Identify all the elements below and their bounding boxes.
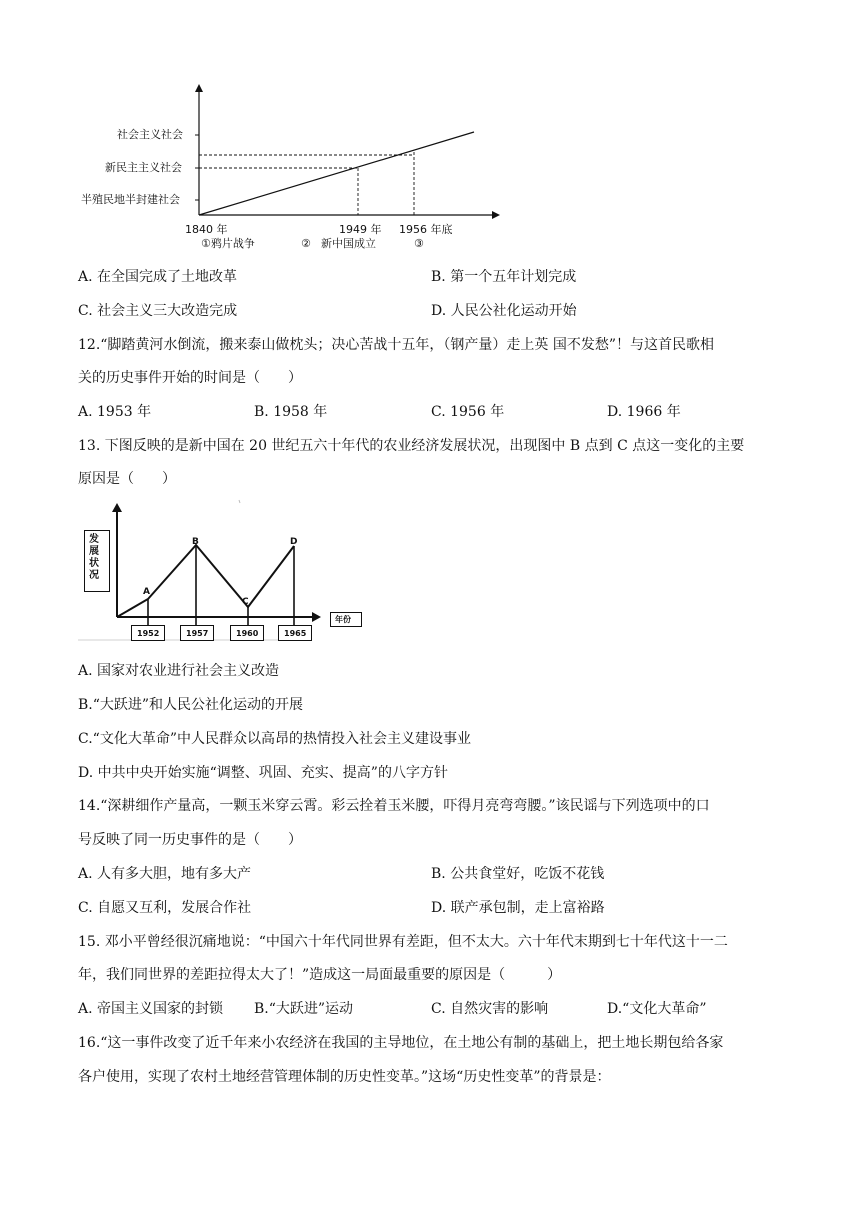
q13-option-a[interactable]: A. 国家对农业进行社会主义改造 (78, 663, 280, 679)
q13-option-b[interactable]: B.“大跃进”和人民公社化运动的开展 (78, 697, 304, 713)
q15-option-b[interactable]: B.“大跃进”运动 (254, 1001, 354, 1017)
q14-option-b[interactable]: B. 公共食堂好，吃饭不花钱 (431, 866, 605, 882)
x-label-1840: 1840 年 (185, 223, 228, 236)
q13-stem-line2: 原因是（ ） (78, 471, 176, 487)
q13-y-label-box (84, 530, 110, 592)
q16-stem-line2: 各户使用，实现了农村土地经营管理体制的历史性变革。”这场“历史性变革”的背景是： (78, 1069, 611, 1085)
q15-option-d[interactable]: D.“文化大革命” (607, 1001, 707, 1017)
q13-year-box-1952 (131, 625, 165, 641)
q11-option-a[interactable]: A. 在全国完成了土地改革 (78, 269, 238, 285)
q13-year-1957: 1957 (186, 629, 209, 638)
q14-option-d[interactable]: D. 联产承包制，走上富裕路 (431, 900, 605, 916)
q12-stem-line2: 关的历史事件开始的时间是（ ） (78, 370, 302, 386)
q12-option-a[interactable]: A. 1953 年 (78, 404, 152, 420)
q13-year-1960: 1960 (236, 629, 259, 638)
x-event-new-china: 新中国成立 (321, 237, 376, 250)
q13-year-box-1957 (180, 625, 214, 641)
q16-stem-line1: 16.“这一事件改变了近千年来小农经济在我国的主导地位，在土地公有制的基础上，把土地长期包给各家 (78, 1035, 724, 1051)
y-label-semi-colonial: 半殖民地半封建社会 (81, 193, 180, 206)
q12-option-b[interactable]: B. 1958 年 (254, 404, 328, 420)
q14-stem-line2: 号反映了同一历史事件的是（ ） (78, 832, 302, 848)
q13-option-c[interactable]: C.“文化大革命”中人民群众以高昂的热情投入社会主义建设事业 (78, 731, 471, 747)
q11-option-c[interactable]: C. 社会主义三大改造完成 (78, 303, 238, 319)
y-label-new-democratic: 新民主主义社会 (105, 161, 182, 174)
q13-year-box-1960 (230, 625, 264, 641)
q14-option-a[interactable]: A. 人有多大胆，地有多大产 (78, 866, 252, 882)
x-label-1949: 1949 年 (339, 223, 382, 236)
q14-option-c[interactable]: C. 自愿又互利，发展合作社 (78, 900, 252, 916)
q12-option-d[interactable]: D. 1966 年 (607, 404, 681, 420)
q12-option-c[interactable]: C. 1956 年 (431, 404, 505, 420)
q13-stem-line1: 13. 下图反映的是新中国在 20 世纪五六十年代的农业经济发展状况，出现图中 B 点到 C 点这一变化的主要 (78, 438, 745, 454)
q15-stem-line1: 15. 邓小平曾经很沉痛地说：“中国六十年代同世界有差距，但不太大。六十年代末期到七十年代这十一二 (78, 934, 728, 950)
x-event-marker-3: ③ (414, 237, 424, 250)
q13-year-1965: 1965 (284, 629, 307, 638)
q13-point-d: D (290, 537, 298, 547)
q13-point-b: B (192, 537, 199, 547)
q13-x-label-box (330, 612, 362, 627)
q15-stem-line2: 年，我们同世界的差距拉得太大了！”造成这一局面最重要的原因是（ ） (78, 967, 562, 983)
x-label-1956: 1956 年底 (399, 223, 453, 236)
q13-point-a: A (143, 587, 150, 597)
q13-point-c: C (242, 597, 249, 607)
q15-option-c[interactable]: C. 自然灾害的影响 (431, 1001, 549, 1017)
q13-y-label: 发展状况 (89, 534, 99, 581)
q13-year-box-1965 (278, 625, 312, 641)
q13-x-label: 年份 (335, 615, 351, 624)
q11-option-b[interactable]: B. 第一个五年计划完成 (431, 269, 577, 285)
q11-option-d[interactable]: D. 人民公社化运动开始 (431, 303, 577, 319)
q12-stem-line1: 12.“脚踏黄河水倒流，搬来泰山做枕头；决心苦战十五年，（钢产量）走上英 国不发愁”！与这首民歌相 (78, 337, 715, 353)
q14-stem-line1: 14.“深耕细作产量高，一颗玉米穿云霄。彩云拴着玉米腰，吓得月亮弯弯腰。”该民谣与下列选项中的口 (78, 798, 710, 814)
x-event-marker-2: ② (301, 237, 311, 250)
q15-option-a[interactable]: A. 帝国主义国家的封锁 (78, 1001, 224, 1017)
y-label-socialist: 社会主义社会 (117, 128, 183, 141)
x-event-opium-war: ①鸦片战争 (201, 237, 255, 250)
q13-year-1952: 1952 (137, 629, 160, 638)
q13-option-d[interactable]: D. 中共中央开始实施“调整、巩固、充实、提高”的八字方针 (78, 765, 448, 781)
